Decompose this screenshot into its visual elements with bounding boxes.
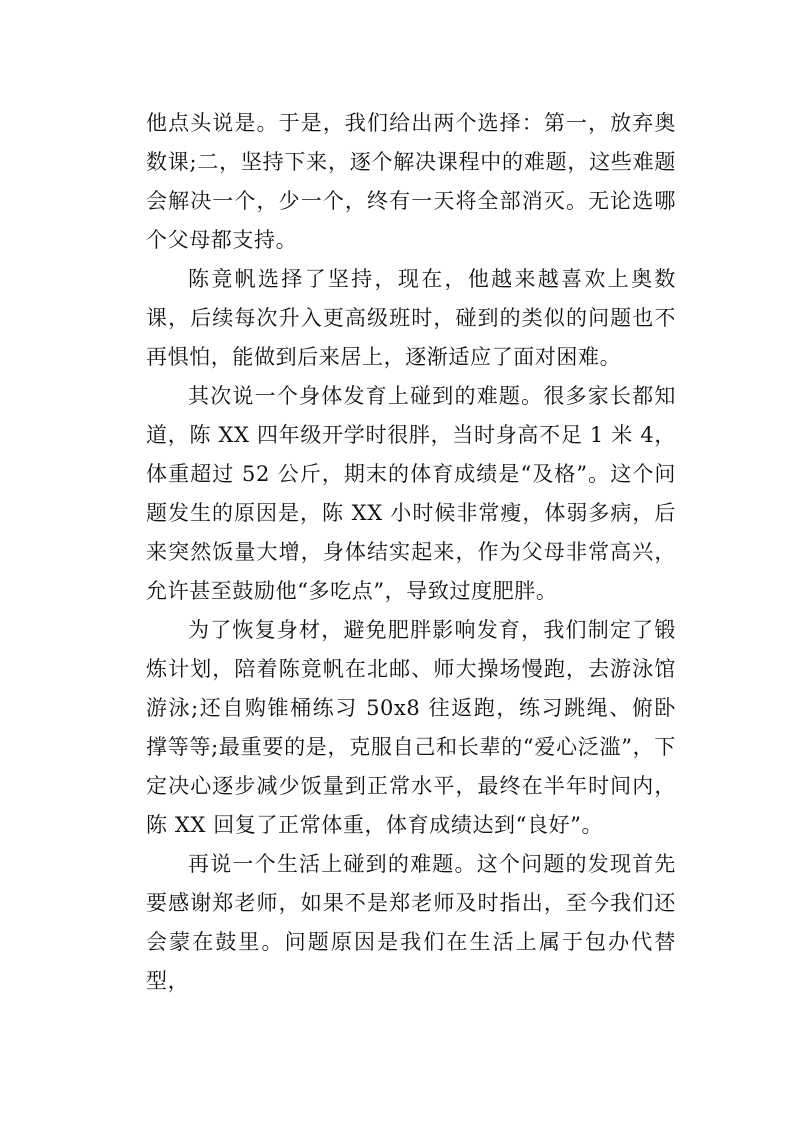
- paragraph-1: 他点头说是。于是，我们给出两个选择：第一，放弃奥数课;二，坚持下来，逐个解决课程中的难题，这些难题会解决一个，少一个，终有一天将全部消灭。无论选哪个父母都支持。: [146, 111, 676, 252]
- document-body: [146, 104, 676, 1001]
- paragraph-5: 再说一个生活上碰到的难题。这个问题的发现首先要感谢郑老师，如果不是郑老师及时指出，至今我们还会蒙在鼓里。问题原因是我们在生活上属于包办代替型，: [146, 852, 676, 993]
- paragraph-2: 陈竟帆选择了坚持，现在，他越来越喜欢上奥数课，后续每次升入更高级班时，碰到的类似的问题也不再惧怕，能做到后来居上，逐渐适应了面对困难。: [146, 267, 676, 369]
- paragraph-4: 为了恢复身材，避免肥胖影响发育，我们制定了锻炼计划，陪着陈竟帆在北邮、师大操场慢跑，去游泳馆游泳;还自购锥桶练习 50x8 往返跑，练习跳绳、俯卧撑等等;最重要的是，克服自己和长辈的“爱心泛滥”，下定决心逐步减少饭量到正常水平，最终在半年时间内，陈 XX 回复了正常体重，体育成绩达到“良好”。: [146, 618, 676, 837]
- paragraph-3: 其次说一个身体发育上碰到的难题。很多家长都知道，陈 XX 四年级开学时很胖，当时身高不足 1 米 4，体重超过 52 公斤，期末的体育成绩是“及格”。这个问题发生的原因是，陈 XX 小时候非常瘦，体弱多病，后来突然饭量大增，身体结实起来，作为父母非常高兴，允许甚至鼓励他“多吃点”，导致过度肥胖。: [146, 384, 676, 603]
